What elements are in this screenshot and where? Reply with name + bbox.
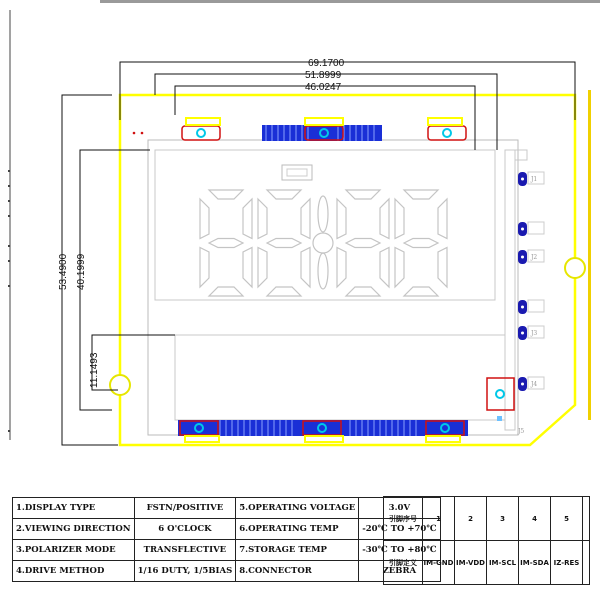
pin-cell-edge	[583, 497, 590, 541]
digit-segment	[380, 199, 389, 239]
digit-segment	[395, 199, 404, 239]
digit-segment	[243, 199, 252, 239]
digit-segment	[267, 239, 301, 248]
right-pad-frames	[528, 172, 544, 389]
top-right-hole	[443, 129, 451, 137]
pin-label-j3: J3	[531, 330, 538, 337]
digit-segment	[258, 199, 267, 239]
dim-width-view: 51.8999	[305, 70, 342, 81]
digit-1	[200, 190, 252, 296]
top-left-tab	[186, 118, 220, 125]
spec-value: 1/16 DUTY, 1/5BIAS	[134, 561, 236, 582]
digit-segment	[337, 199, 346, 239]
pin-label-j2: J2	[531, 254, 538, 261]
digit-2	[258, 190, 310, 296]
pin-number-row	[384, 497, 590, 541]
colon-bottom	[318, 253, 328, 289]
spec-value: FSTN/POSITIVE	[134, 498, 236, 519]
glass-outline	[148, 140, 518, 435]
spec-key: 6.OPERATING TEMP	[236, 519, 359, 540]
spec-value: 6 O'CLOCK	[134, 519, 236, 540]
top-connector-zebra	[262, 125, 382, 141]
dim-height-view: 40.1999	[76, 253, 87, 290]
pin-number: 5	[551, 497, 583, 541]
dimension-lines	[62, 62, 575, 445]
bottom-left-tab	[185, 436, 219, 442]
spec-value: TRANSFLECTIVE	[134, 540, 236, 561]
dim-height-lower: 11.1493	[89, 352, 100, 388]
digit-segment	[243, 248, 252, 288]
pin-table	[383, 496, 590, 585]
top-left-dot-2	[141, 132, 144, 135]
pin-number: 2	[455, 497, 487, 541]
digit-segment	[404, 190, 438, 199]
digit-segment	[346, 190, 380, 199]
digit-segment	[380, 248, 389, 288]
spec-key: 7.STORAGE TEMP	[236, 540, 359, 561]
spec-key: 3.POLARIZER MODE	[13, 540, 135, 561]
digit-segment	[346, 287, 380, 296]
mount-hole-left	[110, 375, 130, 395]
right-pads	[518, 172, 527, 391]
pin-label-j5: J5	[518, 428, 525, 435]
digit-segment	[404, 239, 438, 248]
alignment-hole	[496, 390, 504, 398]
dim-height-total: 53.4900	[58, 253, 69, 290]
bottom-right-tab	[426, 436, 460, 442]
digit-segment	[200, 248, 209, 288]
spec-row	[13, 519, 441, 540]
spec-key: 1.DISPLAY TYPE	[13, 498, 135, 519]
pin-label-j1: J1	[531, 176, 538, 183]
digit-segment	[438, 248, 447, 288]
digit-4	[395, 190, 447, 296]
colon-top	[318, 196, 328, 232]
spec-key: 4.DRIVE METHOD	[13, 561, 135, 582]
pin-number: 1	[423, 497, 455, 541]
bottom-connector-zebra	[178, 420, 468, 436]
lower-area	[175, 335, 505, 420]
top-mid-tab	[305, 118, 343, 125]
pin-def-row	[384, 541, 590, 585]
digit-segment	[438, 199, 447, 239]
alignment-mark	[487, 378, 514, 410]
battery-icon-inner	[287, 169, 307, 176]
module-outline	[120, 95, 575, 445]
spec-table	[12, 497, 441, 582]
pin-number: 3	[487, 497, 519, 541]
bottom-mid-tab	[305, 436, 343, 442]
pin-label-j4: J4	[531, 381, 538, 388]
spec-key: 5.OPERATING VOLTAGE	[236, 498, 359, 519]
digit-segment	[258, 248, 267, 288]
dim-width-active: 46.0247	[305, 82, 342, 93]
top-left-hole	[197, 129, 205, 137]
colon-mid	[313, 233, 333, 253]
digit-segment	[267, 287, 301, 296]
top-left-dot-1	[133, 132, 136, 135]
spec-row	[13, 498, 441, 519]
dim-width-total: 69.1700	[308, 58, 345, 69]
top-right-tab	[428, 118, 462, 125]
spec-row	[13, 540, 441, 561]
pin-number: 4	[519, 497, 551, 541]
digit-segment	[209, 190, 243, 199]
pin-def: IM-VDD	[455, 541, 487, 585]
pin-number-header: 引脚序号	[384, 497, 423, 541]
digit-segment	[267, 190, 301, 199]
pin-cell-edge	[583, 541, 590, 585]
digit-segment	[209, 287, 243, 296]
digit-segment	[346, 239, 380, 248]
digit-3	[337, 190, 389, 296]
digit-segment	[209, 239, 243, 248]
digit-segment	[301, 248, 310, 288]
spec-value: -30℃ TO +80℃	[359, 540, 440, 561]
digit-segment	[404, 287, 438, 296]
spec-key: 2.VIEWING DIRECTION	[13, 519, 135, 540]
digit-segment	[395, 248, 404, 288]
pin-def: IZ-RES	[551, 541, 583, 585]
pin-def: IM-GND	[423, 541, 455, 585]
top-strip	[100, 0, 600, 3]
spec-value: -20℃ TO +70℃	[359, 519, 440, 540]
digit-segment	[200, 199, 209, 239]
right-edge-mark	[588, 90, 591, 420]
seven-segment-digits	[200, 190, 447, 296]
viewing-area	[155, 150, 495, 300]
digit-segment	[337, 248, 346, 288]
spec-row	[13, 561, 441, 582]
spec-key: 8.CONNECTOR	[236, 561, 359, 582]
pin-def: IM-SCL	[487, 541, 519, 585]
alignment-dot	[497, 416, 502, 421]
spec-value: 3.0V	[359, 498, 440, 519]
mount-hole-right	[565, 258, 585, 278]
glass-right-tab	[515, 150, 527, 160]
digit-segment	[301, 199, 310, 239]
spec-value: ZEBRA	[359, 561, 440, 582]
pin-def-header: 引脚定义	[384, 541, 423, 585]
pin-def: IM-SDA	[519, 541, 551, 585]
